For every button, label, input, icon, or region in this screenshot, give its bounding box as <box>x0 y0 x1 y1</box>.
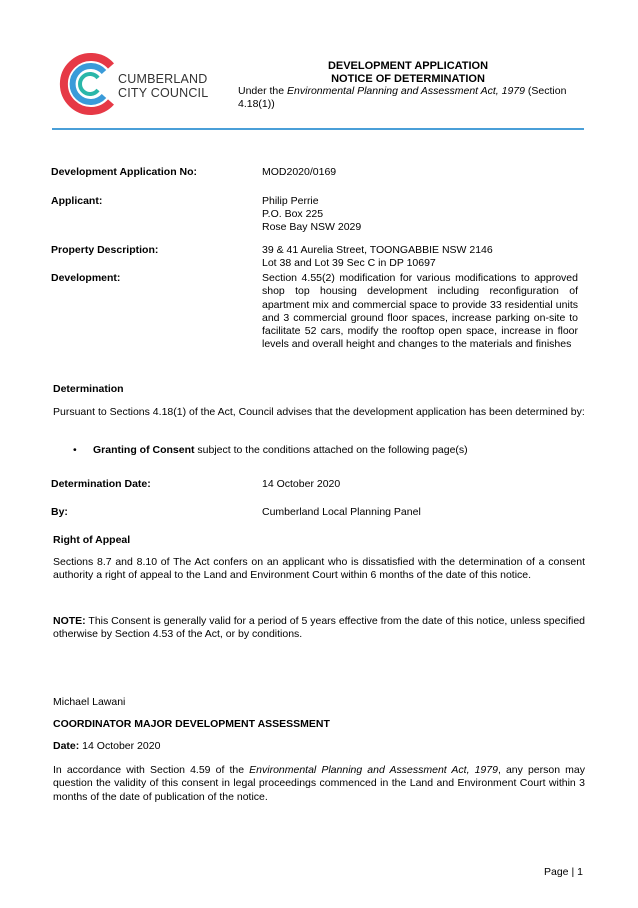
determination-date-value: 14 October 2020 <box>262 478 341 490</box>
by-value: Cumberland Local Planning Panel <box>262 506 421 518</box>
consent-bullet <box>93 444 468 456</box>
subtitle-act: Environmental Planning and Assessment Act, 1979 <box>287 85 525 97</box>
council-logo-mark <box>57 52 121 116</box>
property-label: Property Description: <box>51 244 159 256</box>
signatory-name: Michael Lawani <box>53 696 126 708</box>
header-divider <box>52 128 584 130</box>
note-paragraph <box>53 615 585 642</box>
title-line-1: DEVELOPMENT APPLICATION <box>327 60 489 72</box>
signatory-role: COORDINATOR MAJOR DEVELOPMENT ASSESSMENT <box>53 718 330 730</box>
validity-suffix: , any person may question the validity of this consent in legal proceedings commenced in the Land and Environment Court within 3 months of the date of publication of the notice. <box>53 764 585 803</box>
validity-paragraph <box>53 764 585 804</box>
property-address: 39 & 41 Aurelia Street, TOONGABBIE NSW 2146 <box>262 244 493 256</box>
determination-heading: Determination <box>53 383 124 395</box>
appeal-text: Sections 8.7 and 8.10 of The Act confers on an applicant who is dissatisfied with the determination of a consent authority a right of appeal to the Land and Environment Court within 6 months of the date of this notice. <box>53 556 585 582</box>
logo-line-2: CITY COUNCIL <box>118 86 209 100</box>
property-value <box>262 244 493 270</box>
page-number: Page | 1 <box>544 866 583 878</box>
note-label: NOTE: <box>53 615 86 627</box>
da-number-value: MOD2020/0169 <box>262 166 337 178</box>
subtitle-suffix: (Section 4.18(1)) <box>238 85 567 110</box>
determination-date-label: Determination Date: <box>51 478 151 490</box>
applicant-name: Philip Perrie <box>262 195 319 207</box>
document-title <box>238 60 578 86</box>
property-lot: Lot 38 and Lot 39 Sec C in DP 10697 <box>262 257 436 269</box>
validity-prefix: In accordance with Section 4.59 of the <box>53 764 250 776</box>
document-subtitle <box>238 85 583 111</box>
determination-text: Pursuant to Sections 4.18(1) of the Act, Council advises that the development application has been determined by: <box>53 406 585 418</box>
note-text: This Consent is generally valid for a period of 5 years effective from the date of this notice, unless specified otherwise by Section 4.53 of the Act, or by conditions. <box>53 615 585 641</box>
appeal-heading: Right of Appeal <box>53 534 131 546</box>
by-label: By: <box>51 506 68 518</box>
applicant-po-box: P.O. Box 225 <box>262 208 324 220</box>
da-number-label: Development Application No: <box>51 166 198 178</box>
subtitle-prefix: Under the <box>238 85 288 97</box>
signoff-date <box>53 740 585 753</box>
consent-rest: subject to the conditions attached on the following page(s) <box>194 444 468 456</box>
title-line-2: NOTICE OF DETERMINATION <box>331 73 485 85</box>
consent-bold: Granting of Consent <box>93 444 195 456</box>
signoff-date-label: Date: <box>53 740 80 752</box>
council-logo-text <box>118 72 208 100</box>
development-value: Section 4.55(2) modification for various modifications to approved shop top housing development including reconfiguration of apartment mix and commercial space to provide 33 residential units and 3 commercial ground floor spaces, increase parking on-site to facilitate 52 cars, modify the rooftop open space, increase in floor levels and overall height and changes to the materials and finishes <box>262 272 578 351</box>
applicant-value <box>262 195 361 234</box>
validity-act: Environmental Planning and Assessment Act, 1979 <box>249 764 498 776</box>
applicant-suburb: Rose Bay NSW 2029 <box>262 221 362 233</box>
signoff-date-value: 14 October 2020 <box>79 740 161 752</box>
bullet-icon: • <box>73 444 77 456</box>
development-label: Development: <box>51 272 121 284</box>
applicant-label: Applicant: <box>51 195 103 207</box>
logo-line-1: CUMBERLAND <box>118 72 208 86</box>
